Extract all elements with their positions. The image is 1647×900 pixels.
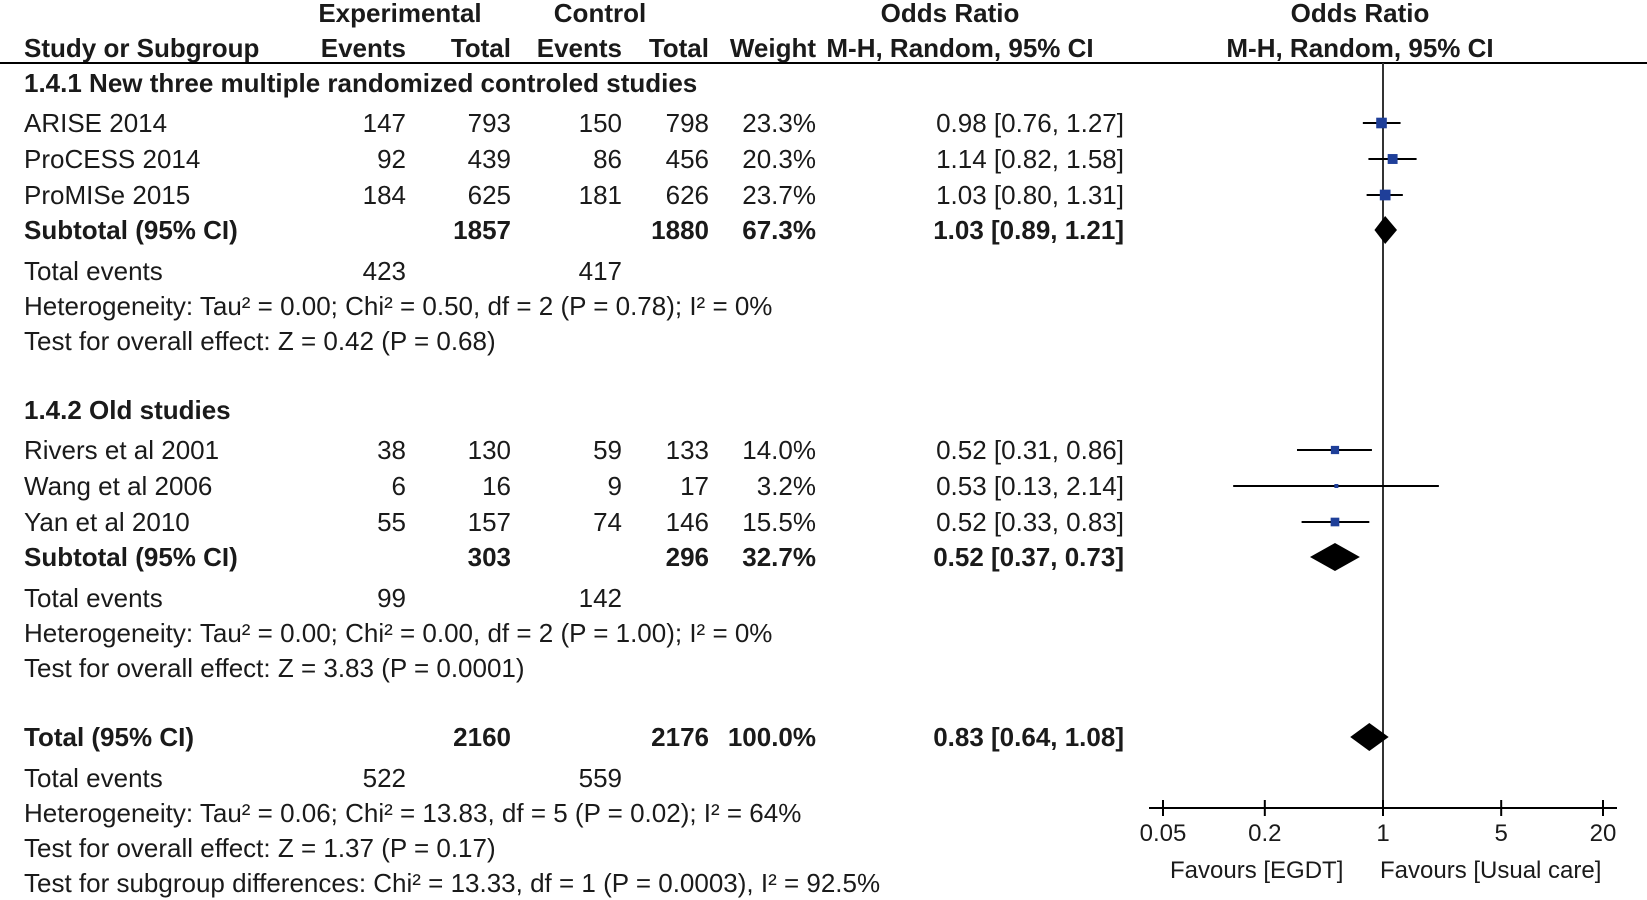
- exp-events: 147: [362, 108, 406, 138]
- col-or-method: M-H, Random, 95% CI: [826, 33, 1094, 63]
- ctl-total: 146: [665, 507, 709, 537]
- ctl-events: 86: [593, 144, 622, 174]
- weight: 23.3%: [742, 108, 816, 138]
- col-exp-events: Events: [320, 33, 406, 63]
- header-odds-ratio: Odds Ratio: [880, 0, 1020, 28]
- summary-diamond: [1374, 216, 1397, 244]
- odds-ratio-ci: 0.52 [0.33, 0.83]: [936, 507, 1124, 537]
- col-ctl-total: Total: [648, 33, 709, 63]
- odds-ratio-ci: 0.98 [0.76, 1.27]: [936, 108, 1124, 138]
- weight: 15.5%: [742, 507, 816, 537]
- x-tick-label: 20: [1589, 820, 1617, 847]
- study-name: Rivers et al 2001: [24, 435, 220, 465]
- exp-total: 130: [467, 435, 511, 465]
- overall-effect-test-1: Test for overall effect: Z = 0.42 (P = 0.68): [24, 326, 496, 356]
- ctl-events: 142: [578, 583, 622, 613]
- weight: 67.3%: [742, 215, 816, 245]
- heterogeneity-overall: Heterogeneity: Tau² = 0.06; Chi² = 13.83, df = 5 (P = 0.02); I² = 64%: [24, 798, 802, 828]
- ctl-events: 181: [578, 180, 622, 210]
- study-point: [1334, 484, 1338, 488]
- ctl-total: 17: [680, 471, 709, 501]
- odds-ratio-ci: 1.03 [0.80, 1.31]: [936, 180, 1124, 210]
- ctl-total: 456: [665, 144, 709, 174]
- exp-total: 439: [467, 144, 511, 174]
- odds-ratio-ci: 1.03 [0.89, 1.21]: [933, 215, 1124, 245]
- odds-ratio-ci: 0.83 [0.64, 1.08]: [933, 722, 1124, 752]
- favours-right-label: Favours [Usual care]: [1380, 857, 1602, 884]
- x-tick-label: 1: [1376, 820, 1390, 847]
- weight: 20.3%: [742, 144, 816, 174]
- ctl-events: 74: [593, 507, 622, 537]
- heterogeneity-1: Heterogeneity: Tau² = 0.00; Chi² = 0.50, df = 2 (P = 0.78); I² = 0%: [24, 291, 773, 321]
- exp-total: 157: [467, 507, 511, 537]
- summary-diamond: [1350, 723, 1388, 751]
- ctl-events: 417: [578, 256, 622, 286]
- study-point: [1388, 154, 1398, 164]
- summary-diamond: [1310, 543, 1360, 571]
- exp-events: 522: [362, 763, 406, 793]
- study-point: [1331, 446, 1339, 454]
- ctl-events: 9: [607, 471, 622, 501]
- weight: 32.7%: [742, 542, 816, 572]
- ctl-total: 2176: [651, 722, 709, 752]
- weight: 3.2%: [756, 471, 816, 501]
- study-name: Wang et al 2006: [24, 471, 213, 501]
- total-label: Total (95% CI): [24, 722, 194, 752]
- odds-ratio-ci: 0.52 [0.31, 0.86]: [936, 435, 1124, 465]
- study-point: [1376, 118, 1387, 129]
- x-tick-label: 5: [1494, 820, 1508, 847]
- subtotal-label: Subtotal (95% CI): [24, 542, 238, 572]
- exp-events: 6: [391, 471, 406, 501]
- exp-total: 16: [482, 471, 511, 501]
- study-point: [1380, 190, 1391, 201]
- x-tick-label: 0.2: [1248, 820, 1282, 847]
- odds-ratio-ci: 0.53 [0.13, 2.14]: [936, 471, 1124, 501]
- overall-effect-test-2: Test for overall effect: Z = 3.83 (P = 0.0001): [24, 653, 525, 683]
- subgroup-2-title: 1.4.2 Old studies: [24, 395, 231, 425]
- study-name: Yan et al 2010: [24, 507, 190, 537]
- exp-events: 423: [362, 256, 406, 286]
- header-control: Control: [553, 0, 647, 28]
- exp-events: 38: [377, 435, 406, 465]
- exp-events: 92: [377, 144, 406, 174]
- col-exp-total: Total: [450, 33, 511, 63]
- exp-total: 793: [467, 108, 511, 138]
- exp-total: 303: [467, 542, 511, 572]
- col-weight: Weight: [729, 33, 816, 63]
- subgroup-1-title: 1.4.1 New three multiple randomized controled studies: [24, 68, 698, 98]
- col-study-or-subgroup: Study or Subgroup: [24, 33, 260, 63]
- exp-events: 99: [377, 583, 406, 613]
- header-experimental: Experimental: [318, 0, 482, 28]
- overall-effect-test: Test for overall effect: Z = 1.37 (P = 0.17): [24, 833, 496, 863]
- odds-ratio-ci: 1.14 [0.82, 1.58]: [936, 144, 1124, 174]
- col-plot-method: M-H, Random, 95% CI: [1226, 33, 1494, 63]
- col-ctl-events: Events: [536, 33, 622, 63]
- ctl-events: 150: [578, 108, 622, 138]
- exp-total: 1857: [453, 215, 511, 245]
- total-events-label: Total events: [24, 583, 163, 613]
- study-name: ARISE 2014: [24, 108, 168, 138]
- header-odds-ratio-plot: Odds Ratio: [1290, 0, 1430, 28]
- study-name: ProMISe 2015: [24, 180, 191, 210]
- ctl-events: 59: [593, 435, 622, 465]
- exp-events: 184: [362, 180, 406, 210]
- favours-left-label: Favours [EGDT]: [1170, 857, 1344, 884]
- ctl-total: 296: [665, 542, 709, 572]
- ctl-total: 798: [665, 108, 709, 138]
- ctl-total: 626: [665, 180, 709, 210]
- x-tick-label: 0.05: [1139, 820, 1187, 847]
- subtotal-label: Subtotal (95% CI): [24, 215, 238, 245]
- ctl-total: 133: [665, 435, 709, 465]
- ctl-events: 559: [578, 763, 622, 793]
- ctl-total: 1880: [651, 215, 709, 245]
- study-name: ProCESS 2014: [24, 144, 201, 174]
- exp-total: 2160: [453, 722, 511, 752]
- total-events-label: Total events: [24, 763, 163, 793]
- exp-events: 55: [377, 507, 406, 537]
- exp-total: 625: [467, 180, 511, 210]
- total-events-label: Total events: [24, 256, 163, 286]
- heterogeneity-2: Heterogeneity: Tau² = 0.00; Chi² = 0.00, df = 2 (P = 1.00); I² = 0%: [24, 618, 773, 648]
- study-point: [1331, 518, 1340, 527]
- odds-ratio-ci: 0.52 [0.37, 0.73]: [933, 542, 1124, 572]
- weight: 23.7%: [742, 180, 816, 210]
- weight: 100.0%: [727, 722, 816, 752]
- subgroup-differences-test: Test for subgroup differences: Chi² = 13.33, df = 1 (P = 0.0003), I² = 92.5%: [24, 868, 881, 898]
- weight: 14.0%: [742, 435, 816, 465]
